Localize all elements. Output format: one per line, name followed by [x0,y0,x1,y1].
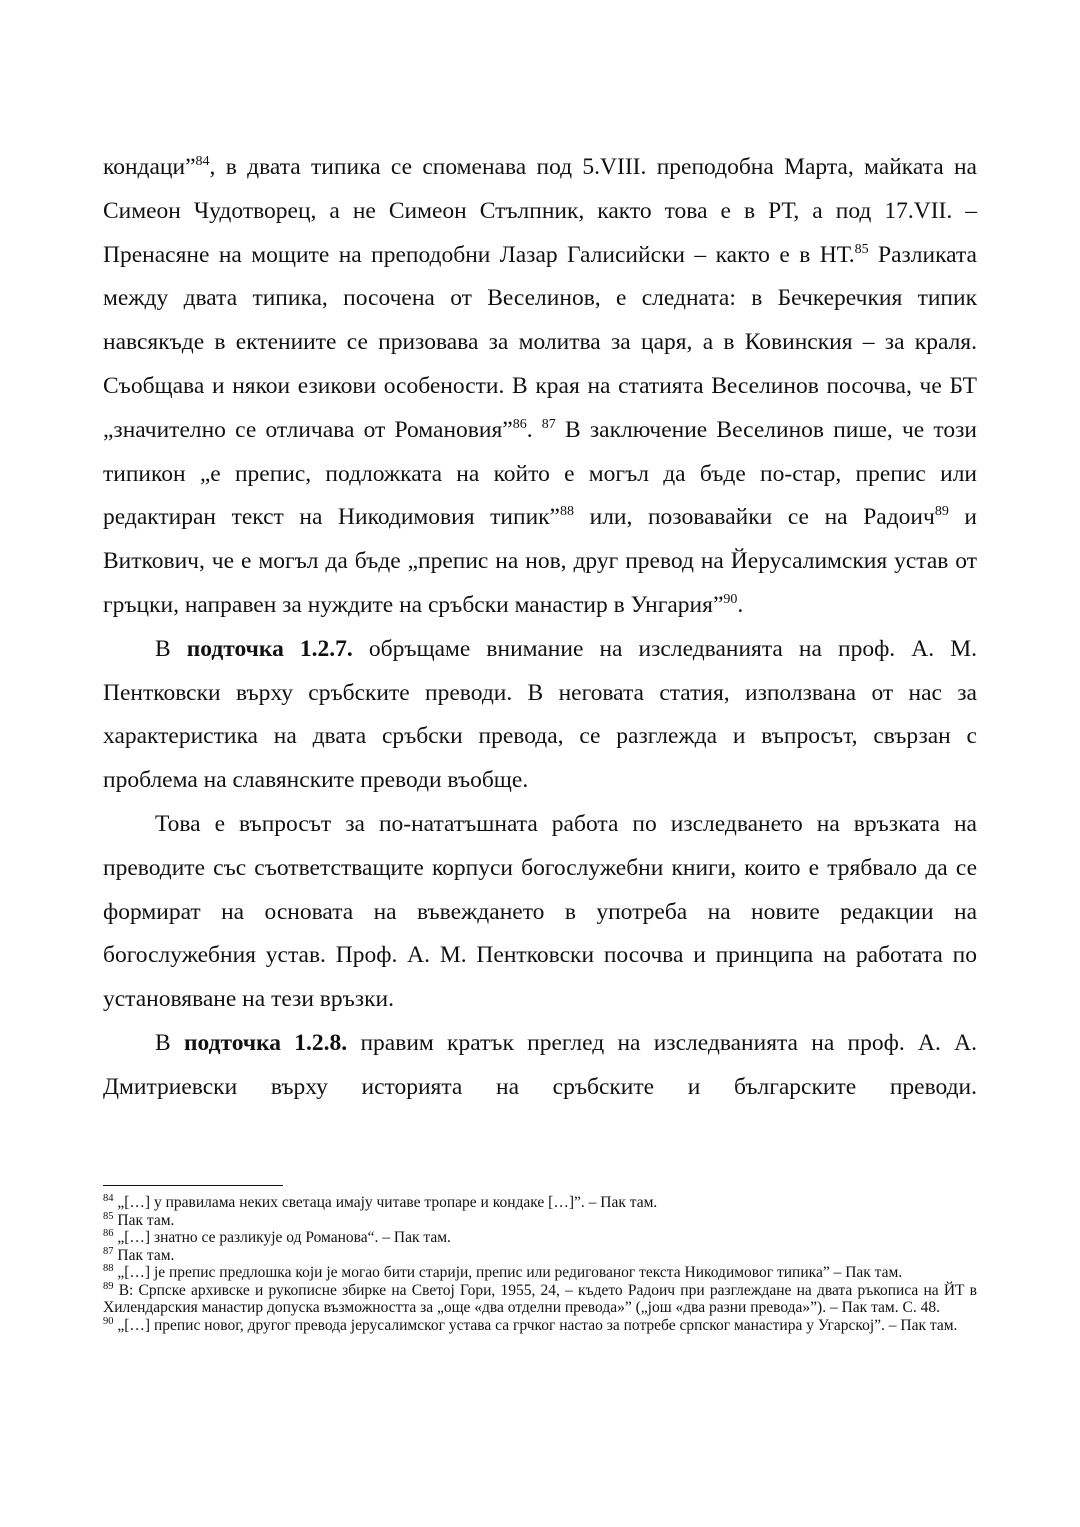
footnote-90 [103,1317,977,1335]
footnote-separator [103,1185,283,1186]
footnote-text: Пак там. [113,1246,175,1264]
footnote-number: 84 [103,1193,114,1204]
footnote-ref-84[interactable]: 84 [195,154,210,169]
footnote-ref-88[interactable]: 88 [560,504,574,520]
subsection-ref: подточка 1.2.8. [183,1029,348,1056]
footnote-ref-90[interactable]: 90 [723,591,738,607]
footnote-text: „[…] знатно се разликује од Романова“. – Пак там. [113,1229,451,1246]
text-run: В [155,635,187,662]
footnote-86 [103,1229,977,1247]
footnote-text: Пак там. [113,1211,175,1229]
footnote-ref-85[interactable]: 85 [854,241,869,257]
footnote-number: 88 [103,1263,114,1274]
footnote-number: 89 [103,1280,114,1292]
footnote-ref-86[interactable]: 86 [512,416,527,432]
paragraph-1 [103,146,977,628]
text-run: правим кратък преглед на изследванията на проф. А. А. Дмитриевски върху историята на сръбските и българските преводи. [103,1029,977,1100]
footnote-89 [103,1282,977,1317]
text-run: . [737,591,744,618]
text-run: Това е въпросът за по-нататъшната работа по изследването на връзката на преводите със съответстващите корпуси богослужебни книги, които е трябвало да се формират на основата на въвеждането в употреба на новите редакции на богослужебния устав. Проф. А. М. Пентковски посочва и принципа на работата по установяване на тези връзки. [103,810,977,1013]
footnotes [103,1185,977,1334]
text-run: или, позовавайки се на Радоич [574,504,935,531]
footnote-text: В: Српске архивске и рукописне збирке на Светој Гори, 1955, 24, – където Радоич при разглеждане на двата ръкописа на ЙТ в Хилендарския манастир допуска възможността за „още «два отделни превода»” („још «два разни превода»”). – Пак там. С. 48. [103,1281,977,1316]
text-run: , в двата типика се споменава под 5.VIII. преподобна Марта, майката на Симеон Чудотворец, а не Симеон Стълпник, както това е в РТ, а под 17.VII. – Пренасяне на мощите на преподобни Лазар Галисийски – както е в НТ. [103,154,977,268]
footnote-ref-87[interactable]: 87 [541,416,556,432]
main-text [103,146,977,1110]
footnote-85 [103,1212,977,1230]
paragraph-2 [103,628,977,803]
footnote-88 [103,1264,977,1282]
text-run: обръщаме внимание на изследванията на проф. А. М. Пентковски върху сръбските преводи. В неговата статия, използвана от нас за характеристика на двата сръбски превода, се разглежда и въпросът, свързан с проблема на славянските преводи въобще. [103,635,977,794]
text-run: кондаци” [103,154,196,180]
footnote-ref-89[interactable]: 89 [934,504,949,520]
footnote-text: „[…] препис новог, другог превода јерусалимског устава са грчког настао за потребе српског манастира у Угарској”. – Пак там. [113,1316,958,1334]
footnote-text: „[…] у правилама неких светаца имају читаве тропаре и кондаке […]”. – Пак там. [113,1194,658,1211]
text-run: . [526,416,542,443]
text-run: В [155,1029,184,1056]
paragraph-3 [103,803,977,1022]
footnote-87 [103,1247,977,1265]
subsection-ref: подточка 1.2.7. [186,635,353,662]
footnote-number: 90 [103,1315,114,1327]
footnote-number: 85 [103,1210,114,1222]
footnote-number: 86 [103,1228,114,1239]
text-run: Разликата между двата типика, посочена от Веселинов, е следната: в Бечкеречкия типик навсякъде в ектениите се призовава за молитва за царя, а в Ковинския – за краля. Съобщава и някои езикови особености. В края на статията Веселинов посочва, че БТ „значително се отличава от Романовия” [103,241,977,443]
footnote-number: 87 [103,1245,114,1257]
paragraph-4 [103,1022,977,1110]
footnote-text: „[…] је препис предлошка који је могао бити старији, препис или редигованог текста Никодимовог типика” – Пак там. [113,1264,903,1281]
text-run: и Виткович, че е могъл да бъде „препис на нов, друг превод на Йерусалимския устав от гръцки, направен за нуждите на сръбски манастир в Унгария” [103,504,978,618]
text-run: В заключение Веселинов пише, че този типикон „е препис, подложката на който е могъл да бъде по-стар, препис или редактиран текст на Никодимовия типик” [103,416,977,531]
footnote-84 [103,1194,977,1212]
